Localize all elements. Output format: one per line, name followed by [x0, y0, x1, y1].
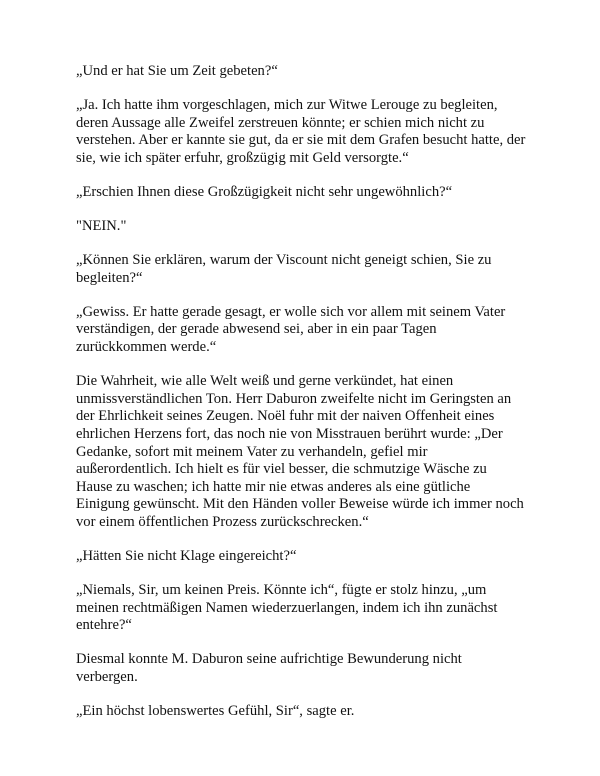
paragraph: Die Wahrheit, wie alle Welt weiß und gerne verkündet, hat einen unmissverständlichen Ton. Herr Daburon zweifelte nicht im Geringsten an der Ehrlichkeit seines Zeugen. Noël fuhr mit der naiven Offenheit eines ehrlichen Herzens fort, das noch nie von Misstrauen berührt wurde: „Der Gedanke, sofort mit meinem Vater zu verhandeln, gefiel mir außerordentlich. Ich hielt es für viel besser, die schmutzige Wäsche zu Hause zu waschen; ich hatte mir nie etwas anderes als eine gütliche Einigung gewünscht. Mit den Händen voller Beweise würde ich immer noch vor einem öffentlichen Prozess zurückschrecken.“ [76, 373, 524, 530]
paragraph: „Niemals, Sir, um keinen Preis. Könnte ich“, fügte er stolz hinzu, „um meinen rechtmäßigen Namen wiederzuerlangen, indem ich ihn zunächst entehre?“ [76, 582, 498, 634]
document-page [76, 63, 526, 737]
paragraph: „Erschien Ihnen diese Großzügigkeit nicht sehr ungewöhnlich?“ [76, 183, 453, 200]
paragraph: „Ein höchst lobenswertes Gefühl, Sir“, sagte er. [76, 703, 355, 720]
paragraph: „Gewiss. Er hatte gerade gesagt, er wolle sich vor allem mit seinem Vater verständigen, der gerade abwesend sei, aber in ein paar Tagen zurückkommen werde.“ [76, 303, 506, 356]
paragraph: „Und er hat Sie um Zeit gebeten?“ [76, 63, 278, 79]
paragraph: "NEIN." [76, 218, 127, 235]
paragraph: „Hätten Sie nicht Klage eingereicht?“ [76, 547, 297, 564]
paragraph: „Ja. Ich hatte ihm vorgeschlagen, mich zur Witwe Lerouge zu begleiten, deren Aussage alle Zweifel zerstreuen könnte; er schien mich nicht zu verstehen. Aber er kannte sie gut, da er sie mit dem Grafen besucht hatte, der sie, wie ich später erfuhr, großzügig mit Geld versorgte.“ [76, 97, 526, 166]
paragraph: Diesmal konnte M. Daburon seine aufrichtige Bewunderung nicht verbergen. [76, 651, 462, 685]
paragraph: „Können Sie erklären, warum der Viscount nicht geneigt schien, Sie zu begleiten?“ [76, 252, 492, 286]
